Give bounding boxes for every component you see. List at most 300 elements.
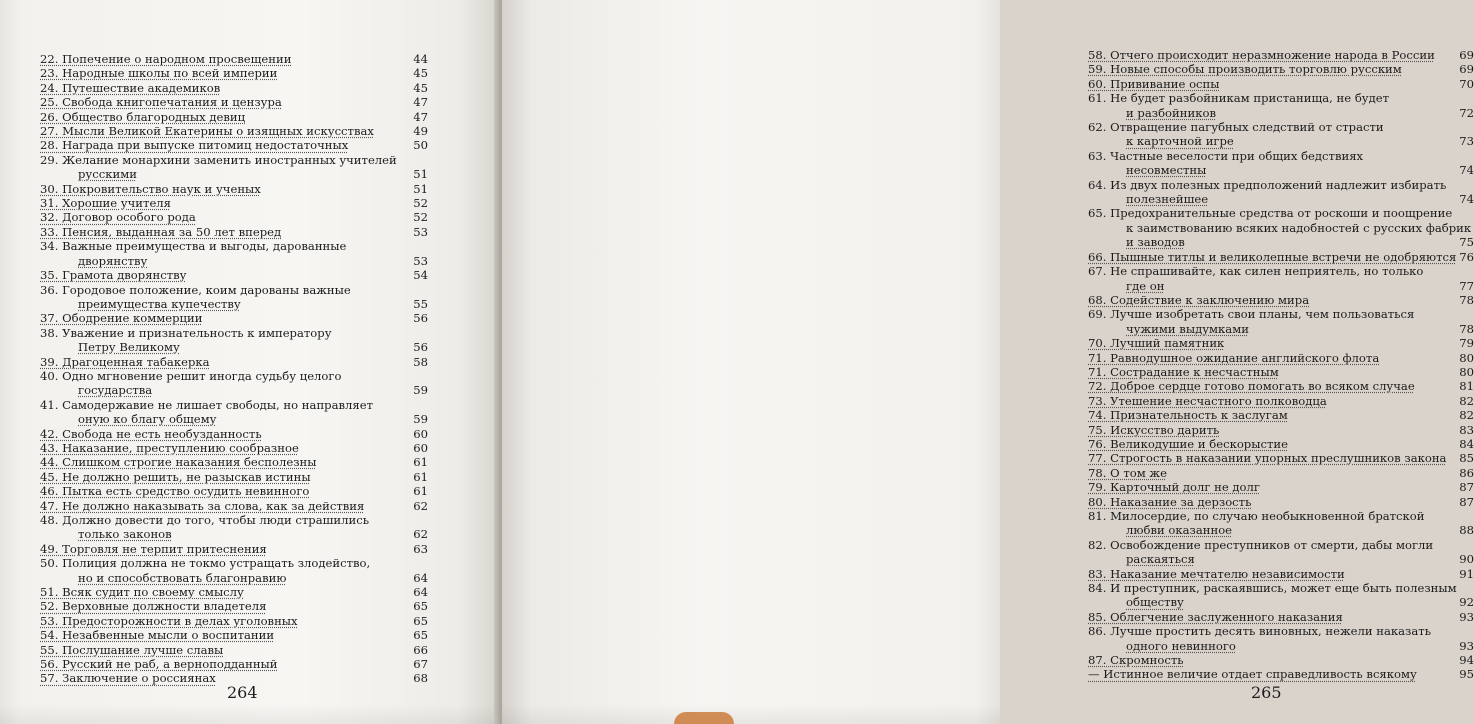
toc-entry-title: 41. Самодержавие не лишает свободы, но направляет [40, 397, 373, 412]
toc-entry-title: 66. Пышные титлы и великолепные встречи не одобряются [1088, 249, 1457, 264]
toc-line [40, 542, 428, 556]
toc-entry-title: где он [1126, 278, 1165, 293]
toc-entry-title: любви оказанное [1126, 523, 1233, 538]
toc-entry [40, 138, 428, 152]
toc-entry-page: 61 [413, 469, 428, 484]
toc-entry [1088, 408, 1474, 422]
toc-entry [40, 542, 428, 556]
toc-line [40, 210, 428, 224]
toc-line [1088, 466, 1474, 480]
toc-entry-page: 47 [413, 109, 428, 124]
toc-entry-page: 87 [1459, 494, 1474, 509]
toc-line [40, 52, 428, 66]
toc-entry [40, 643, 428, 657]
toc-entry-title: 43. Наказание, преступлению сообразное [40, 440, 299, 455]
toc-line [40, 470, 428, 484]
toc-line [40, 484, 428, 498]
toc-entry-page: 65 [413, 628, 428, 643]
toc-entry-title: 85. Облегчение заслуженного наказания [1088, 609, 1343, 624]
toc-entry-title: только законов [78, 527, 172, 542]
toc-entry-title: 68. Содействие к заключению мира [1088, 292, 1310, 307]
toc-line [40, 398, 428, 412]
toc-entry-title: 74. Признательность к заслугам [1088, 408, 1288, 423]
toc-line [1088, 451, 1474, 465]
toc-entry [40, 182, 428, 196]
toc-line [40, 628, 428, 642]
toc-line [1088, 552, 1474, 566]
toc-entry [40, 499, 428, 513]
toc-line [1088, 206, 1474, 220]
toc-entry [40, 268, 428, 282]
toc-entry-page: 58 [413, 354, 428, 369]
toc-entry-title: 24. Путешествие академиков [40, 80, 221, 95]
toc-entry-page: 80 [1459, 364, 1474, 379]
page-shadow [502, 704, 1000, 724]
toc-line [40, 499, 428, 513]
toc-line [40, 571, 428, 585]
toc-line [1088, 480, 1474, 494]
toc-line [40, 153, 428, 167]
toc-line [40, 599, 428, 613]
toc-entry-title: 36. Городовое положение, коим дарованы важные [40, 282, 351, 297]
toc-entry-title: русскими [78, 167, 137, 182]
toc-entry [40, 52, 428, 66]
toc-entry-page: 82 [1459, 393, 1474, 408]
toc-entry-page: 61 [413, 484, 428, 499]
toc-entry-page: 67 [413, 657, 428, 672]
toc-entry-title: 45. Не должно решить, не разыскав истины [40, 469, 311, 484]
toc-entry [40, 513, 428, 542]
toc-line [40, 614, 428, 628]
toc-line [40, 441, 428, 455]
toc-entry-title: 42. Свобода не есть необузданность [40, 426, 262, 441]
toc-entry [1088, 538, 1474, 567]
toc-line [1088, 264, 1474, 278]
toc-entry-title: к заимствованию всяких надобностей с русских фабрик [1126, 220, 1472, 235]
toc-entry-title: 67. Не спрашивайте, как силен неприятель, но только [1088, 264, 1424, 279]
toc-entry [40, 210, 428, 224]
toc-entry-page: 55 [413, 296, 428, 311]
toc-entry-title: полезнейшее [1126, 192, 1209, 207]
toc-line [1088, 595, 1474, 609]
toc-line [1088, 77, 1474, 91]
toc-entry [40, 239, 428, 268]
toc-line [1088, 91, 1474, 105]
toc-entry-title: 80. Наказание за дерзость [1088, 494, 1252, 509]
toc-entry-page: 91 [1459, 566, 1474, 581]
toc-line [40, 225, 428, 239]
toc-line [1088, 365, 1474, 379]
toc-line [1088, 509, 1474, 523]
toc-entry-page: 59 [413, 383, 428, 398]
toc-entry-title: 33. Пенсия, выданная за 50 лет вперед [40, 224, 282, 239]
toc-entry [40, 81, 428, 95]
toc-line [40, 643, 428, 657]
toc-line [40, 427, 428, 441]
toc-entry-title: оную ко благу общему [78, 412, 217, 427]
toc-entry-title: 40. Одно мгновение решит иногда судьбу целого [40, 368, 342, 383]
toc-entry-page: 73 [1459, 134, 1474, 149]
toc-entry [1088, 149, 1474, 178]
toc-line [1088, 106, 1474, 120]
toc-entry-title: 70. Лучший памятник [1088, 336, 1225, 351]
toc-entry-page: 49 [413, 124, 428, 139]
toc-entry [40, 657, 428, 671]
toc-entry-title: 63. Частные веселости при общих бедствиях [1088, 148, 1364, 163]
toc-entry-page: 75 [1459, 235, 1474, 250]
toc-entry [40, 124, 428, 138]
toc-entry [1088, 423, 1474, 437]
toc-entry-page: 74 [1459, 163, 1474, 178]
toc-entry-page: 95 [1459, 667, 1474, 682]
toc-line [1088, 351, 1474, 365]
toc-entry [40, 326, 428, 355]
toc-entry-page: 88 [1459, 523, 1474, 538]
toc-entry-title: 82. Освобождение преступников от смерти, дабы могли [1088, 537, 1434, 552]
toc-line [40, 383, 428, 397]
toc-entry [40, 556, 428, 585]
toc-entry-title: 26. Общество благородных девиц [40, 109, 246, 124]
toc-entry-page: 45 [413, 80, 428, 95]
toc-line [40, 138, 428, 152]
toc-entry-title: 22. Попечение о народном просвещении [40, 52, 292, 66]
toc-entry-title: дворянству [78, 253, 148, 268]
toc-entry-title: 71. Сострадание к несчастным [1088, 364, 1279, 379]
toc-entry-page: 83 [1459, 422, 1474, 437]
toc-entry [1088, 581, 1474, 610]
toc-entry-title: 64. Из двух полезных предположений надлежит избирать [1088, 177, 1447, 192]
toc-entry-page: 51 [413, 167, 428, 182]
toc-entry-title: 52. Верховные должности владетеля [40, 599, 267, 614]
toc-line [40, 513, 428, 527]
toc-line [40, 412, 428, 426]
toc-entry-title: 25. Свобода книгопечатания и цензура [40, 95, 282, 110]
toc-entry-page: 69 [1459, 48, 1474, 62]
toc-line [1088, 279, 1474, 293]
toc-entry [1088, 307, 1474, 336]
toc-line [1088, 423, 1474, 437]
toc-line [1088, 667, 1474, 681]
toc-entry-page: 45 [413, 66, 428, 81]
toc-line [1088, 48, 1474, 62]
toc-line [1088, 639, 1474, 653]
toc-line [1088, 394, 1474, 408]
toc-line [1088, 336, 1474, 350]
toc-entry-page: 80 [1459, 350, 1474, 365]
toc-entry-title: 61. Не будет разбойникам пристанища, не будет [1088, 91, 1390, 106]
toc-entry-title: 48. Должно довести до того, чтобы люди страшились [40, 513, 370, 527]
toc-line [1088, 250, 1474, 264]
toc-entry [40, 484, 428, 498]
toc-entry-title: 55. Послушание лучше славы [40, 642, 224, 657]
toc-entry-title: 38. Уважение и признательность к императору [40, 325, 332, 340]
toc-entry-page: 64 [413, 585, 428, 600]
toc-entry [1088, 178, 1474, 207]
toc-entry [40, 225, 428, 239]
toc-entry-title: 27. Мысли Великой Екатерины о изящных искусствах [40, 124, 374, 139]
toc-line [40, 297, 428, 311]
toc-line [40, 110, 428, 124]
toc-entry [1088, 394, 1474, 408]
toc-left [40, 52, 428, 686]
toc-entry-title: 37. Ободрение коммерции [40, 311, 203, 326]
toc-entry-title: 71. Равнодушное ожидание английского флота [1088, 350, 1380, 365]
toc-entry [40, 628, 428, 642]
toc-line [40, 66, 428, 80]
toc-entry-page: 82 [1459, 408, 1474, 423]
toc-line [1088, 134, 1474, 148]
toc-entry-title: Петру Великому [78, 340, 180, 355]
toc-line [1088, 581, 1474, 595]
toc-entry [40, 196, 428, 210]
toc-entry-title: 31. Хорошие учителя [40, 196, 171, 211]
toc-entry [40, 599, 428, 613]
toc-entry-page: 60 [413, 440, 428, 455]
toc-entry-page: 94 [1459, 653, 1474, 668]
toc-entry [1088, 509, 1474, 538]
left-page [0, 0, 498, 724]
toc-entry-title: несовместны [1126, 163, 1207, 178]
toc-line [40, 527, 428, 541]
toc-line [1088, 567, 1474, 581]
toc-entry-title: 30. Покровительство наук и ученых [40, 181, 261, 196]
toc-entry [1088, 653, 1474, 667]
toc-entry-title: 77. Строгость в наказании упорных преслушников закона [1088, 451, 1447, 466]
toc-entry-page: 56 [413, 311, 428, 326]
toc-entry-title: 29. Желание монархини заменить иностранных учителей [40, 152, 397, 167]
toc-entry-title: и заводов [1126, 235, 1185, 250]
toc-entry [1088, 62, 1474, 76]
toc-entry [40, 427, 428, 441]
toc-entry-page: 52 [413, 196, 428, 211]
toc-entry [1088, 91, 1474, 120]
toc-entry-title: 62. Отвращение пагубных следствий от страсти [1088, 120, 1384, 135]
toc-entry [40, 66, 428, 80]
toc-entry-page: 86 [1459, 465, 1474, 480]
toc-entry-page: 63 [413, 541, 428, 556]
toc-entry [1088, 48, 1474, 62]
toc-entry-page: 77 [1459, 278, 1474, 293]
toc-entry-title: 39. Драгоценная табакерка [40, 354, 210, 369]
toc-entry-page: 47 [413, 95, 428, 110]
toc-line [1088, 523, 1474, 537]
toc-line [40, 455, 428, 469]
toc-entry-title: 65. Предохранительные средства от роскоши и поощрение [1088, 206, 1453, 221]
toc-entry-title: одного невинного [1126, 638, 1236, 653]
toc-entry [40, 441, 428, 455]
toc-entry [40, 470, 428, 484]
toc-line [1088, 624, 1474, 638]
toc-entry-page: 78 [1459, 292, 1474, 307]
toc-entry-page: 76 [1459, 249, 1474, 264]
toc-entry [1088, 480, 1474, 494]
toc-entry [1088, 567, 1474, 581]
toc-entry [1088, 466, 1474, 480]
toc-entry-title: 51. Всяк судит по своему смыслу [40, 585, 244, 600]
toc-entry-title: 50. Полиция должна не токмо устращать злодейство, [40, 556, 371, 571]
toc-entry [1088, 667, 1474, 681]
toc-entry [40, 355, 428, 369]
toc-entry-title: 69. Лучше изобретать свои планы, чем пользоваться [1088, 307, 1415, 322]
toc-entry-title: 76. Великодушие и бескорыстие [1088, 436, 1288, 451]
toc-entry-title: и разбойников [1126, 105, 1216, 120]
toc-line [1088, 408, 1474, 422]
toc-entry-page: 84 [1459, 436, 1474, 451]
toc-line [40, 95, 428, 109]
toc-entry-title: 28. Награда при выпуске питомиц недостаточных [40, 138, 349, 153]
toc-entry-title: обществу [1126, 595, 1184, 610]
toc-entry [40, 585, 428, 599]
toc-entry-page: 64 [413, 570, 428, 585]
toc-line [40, 326, 428, 340]
toc-entry-page: 79 [1459, 336, 1474, 351]
toc-line [1088, 62, 1474, 76]
toc-entry-page: 62 [413, 498, 428, 513]
toc-entry-page: 60 [413, 426, 428, 441]
toc-entry-title: 60. Прививание оспы [1088, 76, 1220, 91]
toc-line [1088, 379, 1474, 393]
toc-entry [1088, 351, 1474, 365]
toc-entry-page: 93 [1459, 609, 1474, 624]
toc-entry-page: 50 [413, 138, 428, 153]
toc-entry [40, 614, 428, 628]
toc-entry-page: 70 [1459, 76, 1474, 91]
toc-entry-page: 90 [1459, 552, 1474, 567]
toc-line [1088, 149, 1474, 163]
right-page [502, 0, 1474, 724]
toc-line [40, 182, 428, 196]
toc-entry [1088, 206, 1474, 249]
toc-entry-page: 87 [1459, 480, 1474, 495]
toc-line [40, 340, 428, 354]
toc-entry [40, 283, 428, 312]
toc-entry-title: 35. Грамота дворянству [40, 268, 187, 283]
toc-line [1088, 293, 1474, 307]
toc-line [40, 369, 428, 383]
toc-entry [40, 95, 428, 109]
toc-entry [1088, 264, 1474, 293]
toc-line [1088, 495, 1474, 509]
toc-line [1088, 120, 1474, 134]
toc-entry [1088, 365, 1474, 379]
page-number-left: 264 [227, 683, 258, 702]
toc-entry-title: 84. И преступник, раскаявшись, может еще быть полезным [1088, 581, 1457, 596]
toc-entry-title: — Истинное величие отдает справедливость всякому [1088, 667, 1417, 682]
toc-entry-page: 53 [413, 253, 428, 268]
toc-entry-title: 34. Важные преимущества и выгоды, дарованные [40, 239, 347, 254]
toc-entry-title: 78. О том же [1088, 465, 1167, 480]
toc-entry [1088, 610, 1474, 624]
toc-entry-page: 69 [1459, 62, 1474, 77]
toc-entry-page: 54 [413, 268, 428, 283]
toc-entry [40, 153, 428, 182]
toc-line [1088, 610, 1474, 624]
toc-entry-title: 75. Искусство дарить [1088, 422, 1220, 437]
toc-entry-page: 61 [413, 455, 428, 470]
toc-line [40, 283, 428, 297]
toc-entry-page: 72 [1459, 105, 1474, 120]
toc-entry [1088, 293, 1474, 307]
toc-entry [40, 369, 428, 398]
toc-line [1088, 307, 1474, 321]
toc-line [40, 81, 428, 95]
toc-entry [1088, 624, 1474, 653]
toc-entry-page: 93 [1459, 638, 1474, 653]
toc-entry [1088, 120, 1474, 149]
toc-entry-title: преимущества купечеству [78, 296, 241, 311]
toc-entry-title: но и способствовать благонравию [78, 570, 287, 585]
toc-entry-page: 66 [413, 642, 428, 657]
toc-entry-title: раскаяться [1126, 552, 1195, 567]
page-shadow [0, 704, 498, 724]
toc-entry-title: 53. Предосторожности в делах уголовных [40, 613, 298, 628]
toc-entry [40, 110, 428, 124]
toc-line [1088, 235, 1474, 249]
toc-entry-title: 87. Скромность [1088, 653, 1184, 668]
toc-entry-page: 65 [413, 599, 428, 614]
toc-entry [40, 398, 428, 427]
toc-entry-title: 54. Незабвенные мысли о воспитании [40, 628, 275, 643]
toc-entry-page: 68 [413, 671, 428, 686]
toc-line [40, 268, 428, 282]
toc-entry-title: 57. Заключение о россиянах [40, 671, 216, 686]
toc-entry-title: 56. Русский не раб, а верноподданный [40, 657, 278, 672]
toc-entry-title: 86. Лучше простить десять виновных, нежели наказать [1088, 624, 1432, 639]
toc-entry [1088, 379, 1474, 393]
toc-line [1088, 163, 1474, 177]
toc-entry [1088, 336, 1474, 350]
page-number-right: 265 [1251, 683, 1282, 702]
toc-line [40, 311, 428, 325]
toc-entry-page: 44 [413, 52, 428, 66]
toc-entry [1088, 451, 1474, 465]
toc-entry [1088, 250, 1474, 264]
toc-entry-title: 79. Карточный долг не долг [1088, 480, 1260, 495]
toc-entry-title: 83. Наказание мечтателю независимости [1088, 566, 1345, 581]
toc-entry-title: 73. Утешение несчастного полководца [1088, 393, 1327, 408]
toc-entry [40, 455, 428, 469]
toc-entry-title: государства [78, 383, 153, 398]
toc-right [1088, 48, 1474, 682]
toc-entry-page: 92 [1459, 595, 1474, 610]
toc-entry-page: 51 [413, 181, 428, 196]
toc-entry-title: 58. Отчего происходит неразмножение народа в России [1088, 48, 1435, 62]
toc-entry-page: 74 [1459, 192, 1474, 207]
toc-entry [1088, 437, 1474, 451]
toc-entry-title: 72. Доброе сердце готово помогать во всяком случае [1088, 379, 1415, 394]
toc-line [40, 585, 428, 599]
toc-line [1088, 192, 1474, 206]
toc-line [40, 124, 428, 138]
toc-entry [1088, 495, 1474, 509]
toc-line [1088, 437, 1474, 451]
toc-line [40, 254, 428, 268]
toc-entry-title: 81. Милосердие, по случаю необыкновенной братской [1088, 509, 1425, 523]
toc-entry-title: 49. Торговля не терпит притеснения [40, 541, 267, 556]
toc-line [40, 556, 428, 570]
toc-entry-page: 53 [413, 224, 428, 239]
finger-shadow [674, 712, 734, 724]
toc-line [1088, 178, 1474, 192]
toc-line [1088, 653, 1474, 667]
toc-line [1088, 322, 1474, 336]
toc-entry-title: 23. Народные школы по всей империи [40, 66, 278, 81]
toc-entry-title: 32. Договор особого рода [40, 210, 196, 225]
toc-entry-title: чужими выдумками [1126, 321, 1249, 336]
toc-line [40, 196, 428, 210]
toc-entry-page: 78 [1459, 321, 1474, 336]
toc-entry-title: 59. Новые способы производить торговлю русским [1088, 62, 1402, 77]
